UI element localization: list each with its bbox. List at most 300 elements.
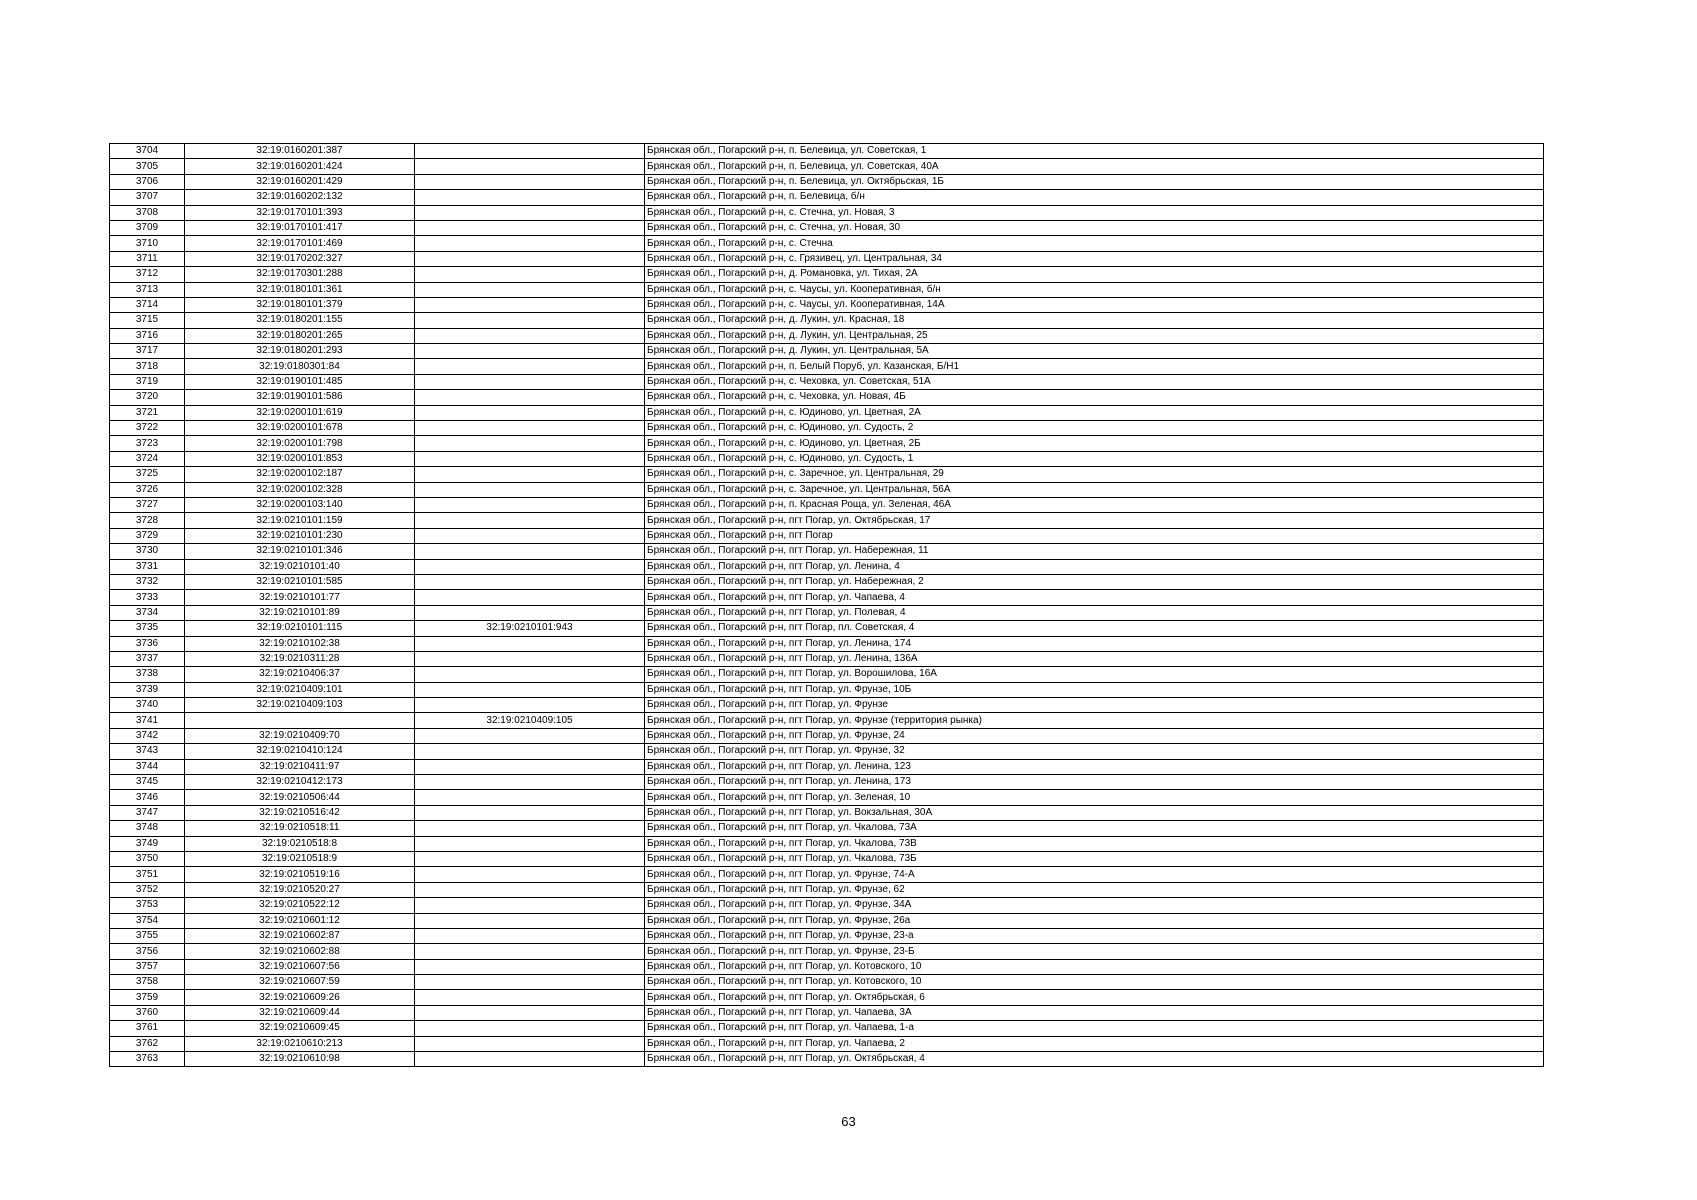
building-cadastral-number-cell <box>415 1052 645 1067</box>
cadastral-number-cell: 32:19:0160201:387 <box>185 144 415 159</box>
cadastral-number-cell: 32:19:0210516:42 <box>185 805 415 820</box>
row-number-cell: 3728 <box>110 513 185 528</box>
address-cell: Брянская обл., Погарский р-н, пгт Погар, ул. Котовского, 10 <box>645 959 1544 974</box>
table-row <box>110 451 1544 466</box>
table-row <box>110 605 1544 620</box>
row-number-cell: 3706 <box>110 174 185 189</box>
building-cadastral-number-cell <box>415 436 645 451</box>
table-row <box>110 821 1544 836</box>
building-cadastral-number-cell <box>415 682 645 697</box>
building-cadastral-number-cell <box>415 374 645 389</box>
row-number-cell: 3760 <box>110 1005 185 1020</box>
address-cell: Брянская обл., Погарский р-н, пгт Погар, ул. Ленина, 4 <box>645 559 1544 574</box>
cadastral-number-cell: 32:19:0200101:619 <box>185 405 415 420</box>
row-number-cell: 3747 <box>110 805 185 820</box>
cadastral-number-cell: 32:19:0180101:379 <box>185 297 415 312</box>
address-cell: Брянская обл., Погарский р-н, пгт Погар, ул. Фрунзе, 62 <box>645 882 1544 897</box>
row-number-cell: 3710 <box>110 236 185 251</box>
address-cell: Брянская обл., Погарский р-н, д. Лукин, ул. Центральная, 25 <box>645 328 1544 343</box>
building-cadastral-number-cell <box>415 405 645 420</box>
cadastral-number-cell: 32:19:0210601:12 <box>185 913 415 928</box>
table-row <box>110 190 1544 205</box>
address-cell: Брянская обл., Погарский р-н, п. Белевица, ул. Октябрьская, 1Б <box>645 174 1544 189</box>
row-number-cell: 3708 <box>110 205 185 220</box>
building-cadastral-number-cell <box>415 236 645 251</box>
table-row <box>110 390 1544 405</box>
address-cell: Брянская обл., Погарский р-н, пгт Погар, ул. Котовского, 10 <box>645 975 1544 990</box>
cadastral-number-cell: 32:19:0210610:213 <box>185 1036 415 1051</box>
address-cell: Брянская обл., Погарский р-н, пгт Погар, ул. Вокзальная, 30А <box>645 805 1544 820</box>
table-row <box>110 836 1544 851</box>
row-number-cell: 3720 <box>110 390 185 405</box>
row-number-cell: 3748 <box>110 821 185 836</box>
address-cell: Брянская обл., Погарский р-н, с. Юдиново, ул. Судость, 2 <box>645 421 1544 436</box>
row-number-cell: 3750 <box>110 851 185 866</box>
address-cell: Брянская обл., Погарский р-н, пгт Погар, ул. Фрунзе, 74-А <box>645 867 1544 882</box>
address-cell: Брянская обл., Погарский р-н, д. Лукин, ул. Красная, 18 <box>645 313 1544 328</box>
row-number-cell: 3705 <box>110 159 185 174</box>
cadastral-number-cell: 32:19:0210101:159 <box>185 513 415 528</box>
building-cadastral-number-cell <box>415 251 645 266</box>
cadastral-number-cell: 32:19:0210101:115 <box>185 621 415 636</box>
table-row <box>110 975 1544 990</box>
building-cadastral-number-cell <box>415 544 645 559</box>
building-cadastral-number-cell <box>415 559 645 574</box>
table-row <box>110 636 1544 651</box>
building-cadastral-number-cell <box>415 759 645 774</box>
table-body <box>110 144 1544 1067</box>
building-cadastral-number-cell <box>415 728 645 743</box>
cadastral-number-cell: 32:19:0190101:586 <box>185 390 415 405</box>
cadastral-number-cell: 32:19:0210609:44 <box>185 1005 415 1020</box>
building-cadastral-number-cell <box>415 313 645 328</box>
address-cell: Брянская обл., Погарский р-н, пгт Погар, ул. Чапаева, 2 <box>645 1036 1544 1051</box>
table-row <box>110 174 1544 189</box>
cadastral-number-cell: 32:19:0210101:40 <box>185 559 415 574</box>
row-number-cell: 3744 <box>110 759 185 774</box>
address-cell: Брянская обл., Погарский р-н, п. Красная Роща, ул. Зеленая, 46А <box>645 497 1544 512</box>
table-row <box>110 1021 1544 1036</box>
building-cadastral-number-cell <box>415 959 645 974</box>
building-cadastral-number-cell <box>415 605 645 620</box>
address-cell: Брянская обл., Погарский р-н, пгт Погар, ул. Фрунзе, 32 <box>645 744 1544 759</box>
table-row <box>110 513 1544 528</box>
table-row <box>110 867 1544 882</box>
building-cadastral-number-cell <box>415 928 645 943</box>
row-number-cell: 3712 <box>110 267 185 282</box>
building-cadastral-number-cell: 32:19:0210101:943 <box>415 621 645 636</box>
cadastral-number-cell: 32:19:0210518:8 <box>185 836 415 851</box>
address-cell: Брянская обл., Погарский р-н, с. Чеховка, ул. Новая, 4Б <box>645 390 1544 405</box>
table-row <box>110 359 1544 374</box>
building-cadastral-number-cell <box>415 913 645 928</box>
row-number-cell: 3749 <box>110 836 185 851</box>
address-cell: Брянская обл., Погарский р-н, пгт Погар, ул. Ленина, 136А <box>645 651 1544 666</box>
building-cadastral-number-cell <box>415 390 645 405</box>
building-cadastral-number-cell <box>415 790 645 805</box>
building-cadastral-number-cell <box>415 344 645 359</box>
document-table-container <box>109 143 1543 1067</box>
table-row <box>110 744 1544 759</box>
table-row <box>110 759 1544 774</box>
row-number-cell: 3716 <box>110 328 185 343</box>
cadastral-number-cell: 32:19:0210602:87 <box>185 928 415 943</box>
row-number-cell: 3756 <box>110 944 185 959</box>
building-cadastral-number-cell <box>415 744 645 759</box>
row-number-cell: 3731 <box>110 559 185 574</box>
building-cadastral-number-cell <box>415 898 645 913</box>
row-number-cell: 3738 <box>110 667 185 682</box>
address-cell: Брянская обл., Погарский р-н, п. Белевица, ул. Советская, 1 <box>645 144 1544 159</box>
address-cell: Брянская обл., Погарский р-н, пгт Погар, ул. Чапаева, 3А <box>645 1005 1544 1020</box>
row-number-cell: 3724 <box>110 451 185 466</box>
row-number-cell: 3752 <box>110 882 185 897</box>
row-number-cell: 3711 <box>110 251 185 266</box>
address-cell: Брянская обл., Погарский р-н, пгт Погар, ул. Октябрьская, 17 <box>645 513 1544 528</box>
table-row <box>110 467 1544 482</box>
table-row <box>110 944 1544 959</box>
row-number-cell: 3715 <box>110 313 185 328</box>
address-cell: Брянская обл., Погарский р-н, п. Белевица, б/н <box>645 190 1544 205</box>
table-row <box>110 805 1544 820</box>
address-cell: Брянская обл., Погарский р-н, пгт Погар, ул. Чапаева, 4 <box>645 590 1544 605</box>
row-number-cell: 3745 <box>110 775 185 790</box>
building-cadastral-number-cell <box>415 944 645 959</box>
row-number-cell: 3762 <box>110 1036 185 1051</box>
address-cell: Брянская обл., Погарский р-н, с. Заречное, ул. Центральная, 56А <box>645 482 1544 497</box>
building-cadastral-number-cell <box>415 651 645 666</box>
address-cell: Брянская обл., Погарский р-н, пгт Погар, ул. Набережная, 2 <box>645 574 1544 589</box>
row-number-cell: 3736 <box>110 636 185 651</box>
address-cell: Брянская обл., Погарский р-н, пгт Погар, ул. Фрунзе, 34А <box>645 898 1544 913</box>
address-cell: Брянская обл., Погарский р-н, п. Белый Поруб, ул. Казанская, Б/Н1 <box>645 359 1544 374</box>
row-number-cell: 3751 <box>110 867 185 882</box>
address-cell: Брянская обл., Погарский р-н, пгт Погар, ул. Набережная, 11 <box>645 544 1544 559</box>
page-number: 63 <box>841 1114 856 1129</box>
table-row <box>110 1036 1544 1051</box>
table-row <box>110 775 1544 790</box>
building-cadastral-number-cell <box>415 975 645 990</box>
building-cadastral-number-cell <box>415 882 645 897</box>
building-cadastral-number-cell <box>415 144 645 159</box>
address-cell: Брянская обл., Погарский р-н, с. Стечна <box>645 236 1544 251</box>
address-cell: Брянская обл., Погарский р-н, с. Юдиново, ул. Судость, 1 <box>645 451 1544 466</box>
building-cadastral-number-cell <box>415 805 645 820</box>
cadastral-number-cell: 32:19:0170101:417 <box>185 220 415 235</box>
row-number-cell: 3743 <box>110 744 185 759</box>
table-row <box>110 790 1544 805</box>
table-row <box>110 898 1544 913</box>
cadastral-number-cell: 32:19:0210411:97 <box>185 759 415 774</box>
cadastral-number-cell: 32:19:0210409:70 <box>185 728 415 743</box>
building-cadastral-number-cell <box>415 636 645 651</box>
building-cadastral-number-cell <box>415 328 645 343</box>
building-cadastral-number-cell <box>415 590 645 605</box>
address-cell: Брянская обл., Погарский р-н, пгт Погар, ул. Октябрьская, 4 <box>645 1052 1544 1067</box>
address-cell: Брянская обл., Погарский р-н, пгт Погар, ул. Ленина, 123 <box>645 759 1544 774</box>
cadastral-number-cell <box>185 713 415 728</box>
table-row <box>110 528 1544 543</box>
address-cell: Брянская обл., Погарский р-н, пгт Погар, ул. Фрунзе, 23-Б <box>645 944 1544 959</box>
row-number-cell: 3714 <box>110 297 185 312</box>
cadastral-number-cell: 32:19:0210609:45 <box>185 1021 415 1036</box>
row-number-cell: 3742 <box>110 728 185 743</box>
table-row <box>110 251 1544 266</box>
row-number-cell: 3723 <box>110 436 185 451</box>
address-cell: Брянская обл., Погарский р-н, пгт Погар, ул. Ворошилова, 16А <box>645 667 1544 682</box>
address-cell: Брянская обл., Погарский р-н, пгт Погар, ул. Чкалова, 73Б <box>645 851 1544 866</box>
cadastral-number-cell: 32:19:0200101:798 <box>185 436 415 451</box>
row-number-cell: 3718 <box>110 359 185 374</box>
row-number-cell: 3746 <box>110 790 185 805</box>
row-number-cell: 3735 <box>110 621 185 636</box>
cadastral-number-cell: 32:19:0160201:429 <box>185 174 415 189</box>
address-cell: Брянская обл., Погарский р-н, пгт Погар, ул. Фрунзе, 26а <box>645 913 1544 928</box>
address-cell: Брянская обл., Погарский р-н, пгт Погар <box>645 528 1544 543</box>
building-cadastral-number-cell <box>415 282 645 297</box>
table-row <box>110 497 1544 512</box>
cadastral-number-cell: 32:19:0210520:27 <box>185 882 415 897</box>
row-number-cell: 3733 <box>110 590 185 605</box>
address-cell: Брянская обл., Погарский р-н, с. Чаусы, ул. Кооперативная, б/н <box>645 282 1544 297</box>
address-cell: Брянская обл., Погарский р-н, пгт Погар, ул. Фрунзе, 10Б <box>645 682 1544 697</box>
row-number-cell: 3737 <box>110 651 185 666</box>
row-number-cell: 3726 <box>110 482 185 497</box>
cadastral-number-cell: 32:19:0210518:9 <box>185 851 415 866</box>
cadastral-number-cell: 32:19:0210518:11 <box>185 821 415 836</box>
cadastral-number-cell: 32:19:0170301:288 <box>185 267 415 282</box>
building-cadastral-number-cell <box>415 159 645 174</box>
row-number-cell: 3740 <box>110 698 185 713</box>
address-cell: Брянская обл., Погарский р-н, с. Стечна, ул. Новая, 3 <box>645 205 1544 220</box>
cadastral-number-cell: 32:19:0170202:327 <box>185 251 415 266</box>
cadastral-number-cell: 32:19:0160202:132 <box>185 190 415 205</box>
address-cell: Брянская обл., Погарский р-н, пгт Погар, ул. Фрунзе <box>645 698 1544 713</box>
table-row <box>110 344 1544 359</box>
building-cadastral-number-cell <box>415 513 645 528</box>
address-cell: Брянская обл., Погарский р-н, с. Чеховка, ул. Советская, 51А <box>645 374 1544 389</box>
address-cell: Брянская обл., Погарский р-н, пгт Погар, ул. Фрунзе (территория рынка) <box>645 713 1544 728</box>
table-row <box>110 374 1544 389</box>
building-cadastral-number-cell <box>415 867 645 882</box>
table-row <box>110 1052 1544 1067</box>
table-row <box>110 220 1544 235</box>
cadastral-number-cell: 32:19:0210410:124 <box>185 744 415 759</box>
cadastral-number-cell: 32:19:0210409:101 <box>185 682 415 697</box>
cadastral-number-cell: 32:19:0170101:469 <box>185 236 415 251</box>
building-cadastral-number-cell <box>415 467 645 482</box>
row-number-cell: 3719 <box>110 374 185 389</box>
table-row <box>110 436 1544 451</box>
building-cadastral-number-cell <box>415 359 645 374</box>
row-number-cell: 3722 <box>110 421 185 436</box>
address-cell: Брянская обл., Погарский р-н, с. Стечна, ул. Новая, 30 <box>645 220 1544 235</box>
row-number-cell: 3757 <box>110 959 185 974</box>
row-number-cell: 3741 <box>110 713 185 728</box>
table-row <box>110 559 1544 574</box>
address-cell: Брянская обл., Погарский р-н, п. Белевица, ул. Советская, 40А <box>645 159 1544 174</box>
row-number-cell: 3759 <box>110 990 185 1005</box>
address-cell: Брянская обл., Погарский р-н, с. Заречное, ул. Центральная, 29 <box>645 467 1544 482</box>
cadastral-number-cell: 32:19:0210409:103 <box>185 698 415 713</box>
cadastral-number-cell: 32:19:0210101:585 <box>185 574 415 589</box>
table-row <box>110 205 1544 220</box>
row-number-cell: 3717 <box>110 344 185 359</box>
building-cadastral-number-cell <box>415 1005 645 1020</box>
table-row <box>110 236 1544 251</box>
building-cadastral-number-cell <box>415 775 645 790</box>
row-number-cell: 3730 <box>110 544 185 559</box>
cadastral-number-cell: 32:19:0180201:155 <box>185 313 415 328</box>
cadastral-number-cell: 32:19:0210602:88 <box>185 944 415 959</box>
cadastral-number-cell: 32:19:0180101:361 <box>185 282 415 297</box>
address-cell: Брянская обл., Погарский р-н, пгт Погар, пл. Советская, 4 <box>645 621 1544 636</box>
table-row <box>110 667 1544 682</box>
cadastral-number-cell: 32:19:0170101:393 <box>185 205 415 220</box>
building-cadastral-number-cell: 32:19:0210409:105 <box>415 713 645 728</box>
cadastral-number-cell: 32:19:0180201:265 <box>185 328 415 343</box>
building-cadastral-number-cell <box>415 174 645 189</box>
address-cell: Брянская обл., Погарский р-н, с. Юдиново, ул. Цветная, 2А <box>645 405 1544 420</box>
address-cell: Брянская обл., Погарский р-н, пгт Погар, ул. Фрунзе, 23-а <box>645 928 1544 943</box>
row-number-cell: 3721 <box>110 405 185 420</box>
building-cadastral-number-cell <box>415 574 645 589</box>
building-cadastral-number-cell <box>415 190 645 205</box>
address-cell: Брянская обл., Погарский р-н, пгт Погар, ул. Чкалова, 73А <box>645 821 1544 836</box>
row-number-cell: 3707 <box>110 190 185 205</box>
address-cell: Брянская обл., Погарский р-н, д. Романовка, ул. Тихая, 2А <box>645 267 1544 282</box>
row-number-cell: 3732 <box>110 574 185 589</box>
address-cell: Брянская обл., Погарский р-н, д. Лукин, ул. Центральная, 5А <box>645 344 1544 359</box>
table-row <box>110 421 1544 436</box>
cadastral-number-cell: 32:19:0210607:56 <box>185 959 415 974</box>
cadastral-number-cell: 32:19:0160201:424 <box>185 159 415 174</box>
row-number-cell: 3753 <box>110 898 185 913</box>
table-row <box>110 621 1544 636</box>
building-cadastral-number-cell <box>415 297 645 312</box>
building-cadastral-number-cell <box>415 421 645 436</box>
cadastral-number-cell: 32:19:0210506:44 <box>185 790 415 805</box>
table-row <box>110 851 1544 866</box>
table-row <box>110 159 1544 174</box>
table-row <box>110 913 1544 928</box>
row-number-cell: 3725 <box>110 467 185 482</box>
table-row <box>110 313 1544 328</box>
cadastral-number-cell: 32:19:0210101:230 <box>185 528 415 543</box>
building-cadastral-number-cell <box>415 1021 645 1036</box>
cadastral-table <box>109 143 1544 1067</box>
cadastral-number-cell: 32:19:0180201:293 <box>185 344 415 359</box>
row-number-cell: 3739 <box>110 682 185 697</box>
building-cadastral-number-cell <box>415 205 645 220</box>
table-row <box>110 405 1544 420</box>
table-row <box>110 590 1544 605</box>
cadastral-number-cell: 32:19:0190101:485 <box>185 374 415 389</box>
address-cell: Брянская обл., Погарский р-н, пгт Погар, ул. Октябрьская, 6 <box>645 990 1544 1005</box>
row-number-cell: 3763 <box>110 1052 185 1067</box>
cadastral-number-cell: 32:19:0210101:89 <box>185 605 415 620</box>
cadastral-number-cell: 32:19:0210101:346 <box>185 544 415 559</box>
address-cell: Брянская обл., Погарский р-н, пгт Погар, ул. Полевая, 4 <box>645 605 1544 620</box>
table-row <box>110 1005 1544 1020</box>
table-row <box>110 882 1544 897</box>
cadastral-number-cell: 32:19:0210522:12 <box>185 898 415 913</box>
row-number-cell: 3734 <box>110 605 185 620</box>
address-cell: Брянская обл., Погарский р-н, пгт Погар, ул. Ленина, 173 <box>645 775 1544 790</box>
cadastral-number-cell: 32:19:0210609:26 <box>185 990 415 1005</box>
cadastral-number-cell: 32:19:0210406:37 <box>185 667 415 682</box>
row-number-cell: 3729 <box>110 528 185 543</box>
address-cell: Брянская обл., Погарский р-н, с. Чаусы, ул. Кооперативная, 14А <box>645 297 1544 312</box>
building-cadastral-number-cell <box>415 1036 645 1051</box>
table-row <box>110 282 1544 297</box>
row-number-cell: 3709 <box>110 220 185 235</box>
cadastral-number-cell: 32:19:0210101:77 <box>185 590 415 605</box>
row-number-cell: 3758 <box>110 975 185 990</box>
cadastral-number-cell: 32:19:0200101:678 <box>185 421 415 436</box>
row-number-cell: 3755 <box>110 928 185 943</box>
cadastral-number-cell: 32:19:0210412:173 <box>185 775 415 790</box>
row-number-cell: 3727 <box>110 497 185 512</box>
table-row <box>110 682 1544 697</box>
cadastral-number-cell: 32:19:0180301:84 <box>185 359 415 374</box>
cadastral-number-cell: 32:19:0210519:16 <box>185 867 415 882</box>
address-cell: Брянская обл., Погарский р-н, пгт Погар, ул. Чапаева, 1-а <box>645 1021 1544 1036</box>
table-row <box>110 482 1544 497</box>
row-number-cell: 3704 <box>110 144 185 159</box>
cadastral-number-cell: 32:19:0200102:328 <box>185 482 415 497</box>
building-cadastral-number-cell <box>415 698 645 713</box>
table-row <box>110 297 1544 312</box>
cadastral-number-cell: 32:19:0200101:853 <box>185 451 415 466</box>
building-cadastral-number-cell <box>415 497 645 512</box>
cadastral-number-cell: 32:19:0200103:140 <box>185 497 415 512</box>
row-number-cell: 3754 <box>110 913 185 928</box>
cadastral-number-cell: 32:19:0210607:59 <box>185 975 415 990</box>
table-row <box>110 267 1544 282</box>
table-row <box>110 990 1544 1005</box>
building-cadastral-number-cell <box>415 528 645 543</box>
table-row <box>110 713 1544 728</box>
cadastral-number-cell: 32:19:0210311:28 <box>185 651 415 666</box>
table-row <box>110 651 1544 666</box>
building-cadastral-number-cell <box>415 482 645 497</box>
address-cell: Брянская обл., Погарский р-н, пгт Погар, ул. Чкалова, 73В <box>645 836 1544 851</box>
table-row <box>110 144 1544 159</box>
building-cadastral-number-cell <box>415 451 645 466</box>
table-row <box>110 928 1544 943</box>
cadastral-number-cell: 32:19:0210610:98 <box>185 1052 415 1067</box>
building-cadastral-number-cell <box>415 667 645 682</box>
building-cadastral-number-cell <box>415 836 645 851</box>
building-cadastral-number-cell <box>415 220 645 235</box>
table-row <box>110 328 1544 343</box>
table-row <box>110 574 1544 589</box>
building-cadastral-number-cell <box>415 990 645 1005</box>
row-number-cell: 3761 <box>110 1021 185 1036</box>
address-cell: Брянская обл., Погарский р-н, с. Грязивец, ул. Центральная, 34 <box>645 251 1544 266</box>
building-cadastral-number-cell <box>415 267 645 282</box>
row-number-cell: 3713 <box>110 282 185 297</box>
table-row <box>110 728 1544 743</box>
table-row <box>110 959 1544 974</box>
address-cell: Брянская обл., Погарский р-н, пгт Погар, ул. Зеленая, 10 <box>645 790 1544 805</box>
building-cadastral-number-cell <box>415 821 645 836</box>
address-cell: Брянская обл., Погарский р-н, пгт Погар, ул. Ленина, 174 <box>645 636 1544 651</box>
cadastral-number-cell: 32:19:0210102:38 <box>185 636 415 651</box>
table-row <box>110 544 1544 559</box>
table-row <box>110 698 1544 713</box>
